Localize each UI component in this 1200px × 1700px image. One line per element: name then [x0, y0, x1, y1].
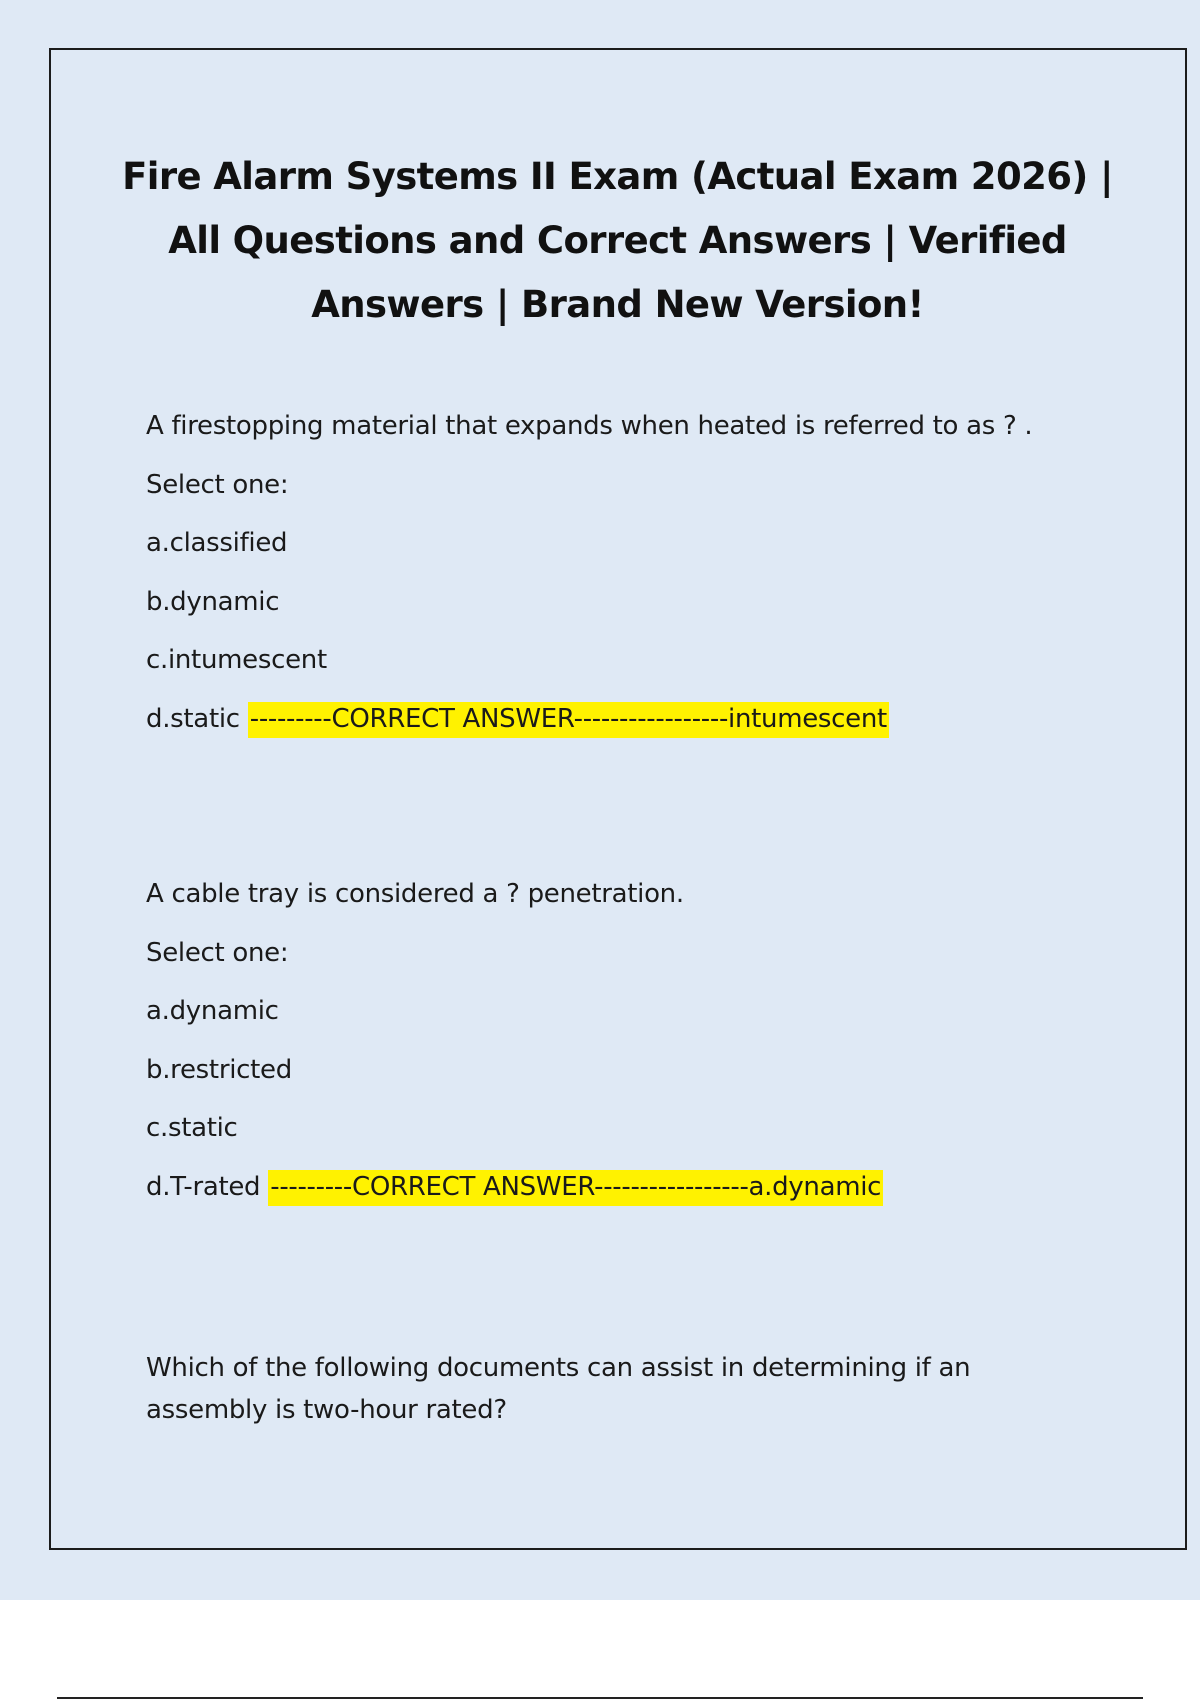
option-b: b.restricted [146, 1054, 292, 1085]
correct-answer-highlight: ---------CORRECT ANSWER-----------------intumescent [248, 702, 889, 738]
option-a: a.dynamic [146, 996, 279, 1026]
option-d-with-answer [146, 702, 1046, 737]
option-c: c.intumescent [146, 645, 327, 675]
correct-answer-highlight: ---------CORRECT ANSWER-----------------a.dynamic [268, 1170, 883, 1206]
question-block-2 [146, 877, 1046, 1228]
select-instruction: Select one: [146, 937, 289, 968]
question-block-3 [146, 1347, 1046, 1431]
question-prompt: Which of the following documents can assist in determining if an assembly is two-hour rated? [146, 1353, 971, 1425]
select-instruction: Select one: [146, 469, 289, 500]
bottom-divider [57, 1697, 1143, 1699]
question-prompt: A firestopping material that expands when heated is referred to as ? . [146, 411, 1033, 441]
document-title: Fire Alarm Systems II Exam (Actual Exam 2026) | All Questions and Correct Answers | Verified Answers | Brand New Version! [122, 155, 1113, 326]
option-b: b.dynamic [146, 586, 280, 617]
question-prompt: A cable tray is considered a ? penetration. [146, 879, 684, 909]
option-d: d.T-rated [146, 1171, 261, 1202]
option-d-with-answer [146, 1170, 1046, 1205]
option-c: c.static [146, 1113, 238, 1143]
option-a: a.classified [146, 528, 288, 558]
option-d: d.static [146, 703, 240, 734]
question-block-1 [146, 409, 1046, 760]
